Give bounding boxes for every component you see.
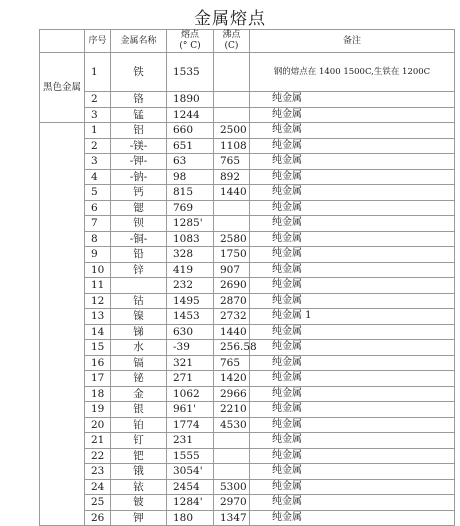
melting-cell: 98 — [167, 169, 214, 185]
note-cell: 纯金属 — [250, 262, 455, 278]
name-cell: 锇 — [111, 464, 167, 480]
table-row — [40, 53, 455, 92]
index-cell: 4 — [85, 169, 111, 185]
index-cell: 19 — [85, 402, 111, 418]
header-boiling: 沸点 (C) — [214, 30, 250, 53]
melting-cell: 1083 — [167, 231, 214, 247]
boiling-cell: 1750 — [214, 247, 250, 263]
note-cell: 纯金属 — [250, 464, 455, 480]
index-cell: 2 — [85, 92, 111, 108]
melting-cell: 1244 — [167, 107, 214, 123]
index-cell: 10 — [85, 262, 111, 278]
table-row — [40, 216, 455, 232]
boiling-cell: 765 — [214, 355, 250, 371]
boiling-cell — [214, 92, 250, 108]
table-row — [40, 448, 455, 464]
table-row — [40, 262, 455, 278]
name-cell — [111, 278, 167, 294]
name-cell: 镉 — [111, 355, 167, 371]
boiling-cell: 1347 — [214, 510, 250, 526]
note-cell: 纯金属 — [250, 231, 455, 247]
name-cell: 铍 — [111, 495, 167, 511]
table-row — [40, 169, 455, 185]
name-cell: 锶 — [111, 200, 167, 216]
name-cell: 铅 — [111, 247, 167, 263]
name-cell: 钙 — [111, 185, 167, 201]
index-cell: 7 — [85, 216, 111, 232]
note-cell: 纯金属 — [250, 123, 455, 139]
boiling-cell — [214, 107, 250, 123]
boiling-cell — [214, 200, 250, 216]
index-cell: 18 — [85, 386, 111, 402]
note-cell: 纯金属 — [250, 433, 455, 449]
boiling-cell — [214, 464, 250, 480]
melting-cell: 1555 — [167, 448, 214, 464]
index-cell: 26 — [85, 510, 111, 526]
index-cell: 23 — [85, 464, 111, 480]
boiling-cell: 1420 — [214, 371, 250, 387]
boiling-cell: 2210 — [214, 402, 250, 418]
melting-cell: 1284' — [167, 495, 214, 511]
table-row — [40, 154, 455, 170]
name-cell: 银 — [111, 402, 167, 418]
melting-cell: 3054' — [167, 464, 214, 480]
note-cell: 纯金属 — [250, 417, 455, 433]
name-cell: 铂 — [111, 417, 167, 433]
melting-cell: -39 — [167, 340, 214, 356]
name-cell: 铬 — [111, 92, 167, 108]
table-body — [40, 30, 455, 526]
index-cell: 1 — [85, 123, 111, 139]
boiling-cell: 2580 — [214, 231, 250, 247]
melting-cell: 1774 — [167, 417, 214, 433]
note-cell: 纯金属 — [250, 107, 455, 123]
note-cell: 纯金属 — [250, 495, 455, 511]
note-cell: 纯金属 — [250, 324, 455, 340]
melting-cell: 231 — [167, 433, 214, 449]
melting-point-table — [39, 29, 455, 526]
melting-cell: 1062 — [167, 386, 214, 402]
note-cell: 纯金属 1 — [250, 309, 455, 325]
boiling-cell — [214, 53, 250, 92]
table-row — [40, 324, 455, 340]
header-row — [40, 30, 455, 53]
boiling-cell: 892 — [214, 169, 250, 185]
index-cell: 21 — [85, 433, 111, 449]
melting-cell: 63 — [167, 154, 214, 170]
index-cell: 20 — [85, 417, 111, 433]
boiling-cell: 2870 — [214, 293, 250, 309]
table-row — [40, 371, 455, 387]
note-cell: 纯金属 — [250, 185, 455, 201]
name-cell: 锌 — [111, 262, 167, 278]
table-row — [40, 185, 455, 201]
note-cell: 纯金属 — [250, 355, 455, 371]
name-cell: -钾- — [111, 154, 167, 170]
melting-cell: 1495 — [167, 293, 214, 309]
melting-cell: 660 — [167, 123, 214, 139]
note-cell: 纯金属 — [250, 293, 455, 309]
table-row — [40, 417, 455, 433]
table-row — [40, 479, 455, 495]
page-title: 金属熔点 — [194, 9, 266, 29]
index-cell: 2 — [85, 138, 111, 154]
name-cell: 金 — [111, 386, 167, 402]
melting-cell: 232 — [167, 278, 214, 294]
name-cell: 铋 — [111, 371, 167, 387]
melting-cell: 651 — [167, 138, 214, 154]
boiling-cell: 1108 — [214, 138, 250, 154]
melting-cell: 2454 — [167, 479, 214, 495]
name-cell: 锑 — [111, 324, 167, 340]
index-cell: 24 — [85, 479, 111, 495]
name-cell: 铁 — [111, 53, 167, 92]
boiling-cell: 5300 — [214, 479, 250, 495]
table-row — [40, 386, 455, 402]
boiling-cell: 1440 — [214, 324, 250, 340]
boiling-cell: 2966 — [214, 386, 250, 402]
boiling-cell: 2732 — [214, 309, 250, 325]
boiling-cell — [214, 433, 250, 449]
index-cell: 17 — [85, 371, 111, 387]
name-cell: 水 — [111, 340, 167, 356]
table-row — [40, 231, 455, 247]
boiling-cell: 2500 — [214, 123, 250, 139]
name-cell: 锰 — [111, 107, 167, 123]
table-row — [40, 138, 455, 154]
index-cell: 13 — [85, 309, 111, 325]
melting-cell: 769 — [167, 200, 214, 216]
index-cell: 5 — [85, 185, 111, 201]
index-cell: 16 — [85, 355, 111, 371]
melting-cell: 180 — [167, 510, 214, 526]
boiling-cell: 2970 — [214, 495, 250, 511]
table-row — [40, 510, 455, 526]
boiling-cell: 256.58 — [214, 340, 250, 356]
note-cell: 纯金属 — [250, 216, 455, 232]
note-cell: 纯金属 — [250, 371, 455, 387]
name-cell: -镁- — [111, 138, 167, 154]
table-row — [40, 464, 455, 480]
name-cell: -钠- — [111, 169, 167, 185]
index-cell: 8 — [85, 231, 111, 247]
name-cell: 钯 — [111, 448, 167, 464]
note-cell: 纯金属 — [250, 386, 455, 402]
index-cell: 14 — [85, 324, 111, 340]
note-cell: 纯金属 — [250, 200, 455, 216]
note-cell: 纯金属 — [250, 278, 455, 294]
note-cell: 纯金属 — [250, 510, 455, 526]
note-cell: 纯金属 — [250, 92, 455, 108]
melting-cell: 419 — [167, 262, 214, 278]
table-row — [40, 200, 455, 216]
melting-cell: 815 — [167, 185, 214, 201]
table-row — [40, 92, 455, 108]
name-cell: 钡 — [111, 216, 167, 232]
index-cell: 6 — [85, 200, 111, 216]
header-index: 序号 — [85, 30, 111, 53]
table-row — [40, 495, 455, 511]
note-cell: 纯金属 — [250, 138, 455, 154]
boiling-cell: 765 — [214, 154, 250, 170]
header-name: 金属名称 — [111, 30, 167, 53]
header-category — [40, 30, 85, 53]
melting-cell: 630 — [167, 324, 214, 340]
table-row — [40, 247, 455, 263]
table-row — [40, 309, 455, 325]
index-cell: 15 — [85, 340, 111, 356]
name-cell: 镍 — [111, 309, 167, 325]
name-cell: 钴 — [111, 293, 167, 309]
table-row — [40, 123, 455, 139]
name-cell: 铝 — [111, 123, 167, 139]
boiling-cell: 4530 — [214, 417, 250, 433]
category-cell: 黑色金属 — [40, 53, 85, 123]
name-cell: 钾 — [111, 510, 167, 526]
table-row — [40, 433, 455, 449]
header-melting: 熔点 (° C) — [167, 30, 214, 53]
table-row — [40, 402, 455, 418]
note-cell: 纯金属 — [250, 169, 455, 185]
note-cell: 纯金属 — [250, 340, 455, 356]
boiling-cell — [214, 216, 250, 232]
name-cell: -铜- — [111, 231, 167, 247]
index-cell: 11 — [85, 278, 111, 294]
name-cell: 钉 — [111, 433, 167, 449]
boiling-cell: 1440 — [214, 185, 250, 201]
index-cell: 22 — [85, 448, 111, 464]
table-row — [40, 355, 455, 371]
name-cell: 铱 — [111, 479, 167, 495]
boiling-cell — [214, 448, 250, 464]
melting-cell: 961' — [167, 402, 214, 418]
note-cell: 纯金属 — [250, 479, 455, 495]
note-cell: 纯金属 — [250, 247, 455, 263]
melting-cell: 328 — [167, 247, 214, 263]
melting-cell: 1285' — [167, 216, 214, 232]
table-row — [40, 340, 455, 356]
boiling-cell: 907 — [214, 262, 250, 278]
table-row — [40, 107, 455, 123]
index-cell: 3 — [85, 107, 111, 123]
melting-cell: 1535 — [167, 53, 214, 92]
index-cell: 3 — [85, 154, 111, 170]
index-cell: 12 — [85, 293, 111, 309]
table-row — [40, 293, 455, 309]
table-row — [40, 278, 455, 294]
melting-cell: 1453 — [167, 309, 214, 325]
boiling-cell: 2690 — [214, 278, 250, 294]
header-note: 备注 — [250, 30, 455, 53]
melting-cell: 321 — [167, 355, 214, 371]
category-cell — [40, 123, 85, 526]
note-cell: 钢的熔点在 1400 1500C,生铁在 1200C — [250, 53, 455, 92]
melting-cell: 1890 — [167, 92, 214, 108]
note-cell: 纯金属 — [250, 402, 455, 418]
note-cell: 纯金属 — [250, 154, 455, 170]
note-cell: 纯金属 — [250, 448, 455, 464]
index-cell: 25 — [85, 495, 111, 511]
melting-cell: 271 — [167, 371, 214, 387]
index-cell: 9 — [85, 247, 111, 263]
index-cell: 1 — [85, 53, 111, 92]
